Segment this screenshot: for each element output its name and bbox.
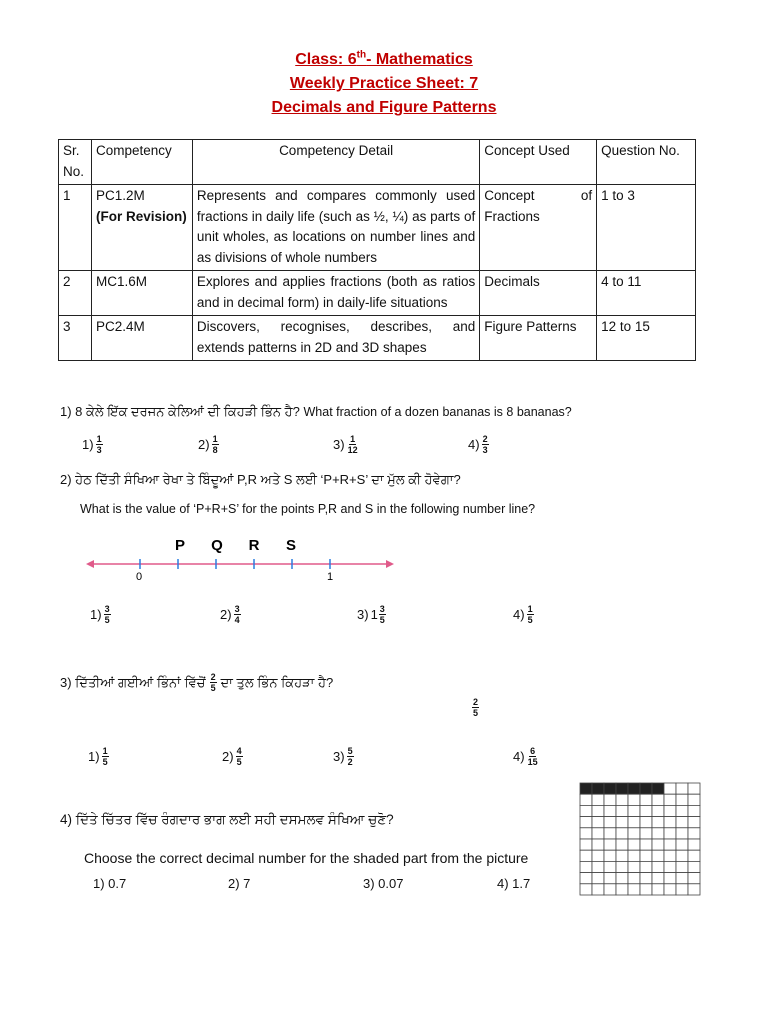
grid-cell-shaded xyxy=(592,783,604,794)
option-label: 1) xyxy=(88,749,100,764)
grid-cell xyxy=(688,794,700,805)
grid-cell xyxy=(664,861,676,872)
row-detail: Explores and applies fractions (both as ratios and in decimal form) in daily-life situations xyxy=(192,271,479,316)
grid-cell xyxy=(616,873,628,884)
grid-cell xyxy=(580,794,592,805)
grid-cell xyxy=(676,805,688,816)
grid-cell xyxy=(592,850,604,861)
row-detail: Represents and compares commonly used fractions in daily life (such as ½, ¼) as parts of unit wholes, as locations on number lines and as divisions of whole numbers xyxy=(192,185,479,271)
q1-option-1[interactable] xyxy=(82,434,103,455)
grid-cell xyxy=(592,861,604,872)
q1-option-4[interactable] xyxy=(468,434,489,455)
q2-punjabi: 2) ਹੇਠ ਦਿੱਤੀ ਸੰਖਿਆ ਰੇਖਾ ਤੇ ਬਿੰਦੂਆਂ P,R ਅਤੇ S ਲਈ ‘P+R+S’ ਦਾ ਮੁੱਲ ਕੀ ਹੋਵੇਗਾ? xyxy=(60,472,461,487)
q1-option-2[interactable] xyxy=(198,434,219,455)
grid-cell xyxy=(616,861,628,872)
grid-cell xyxy=(688,817,700,828)
mixed-fraction: 1 $\frac{3}{5}$ xyxy=(370,604,385,625)
table-row xyxy=(59,316,696,361)
grid-cell xyxy=(664,805,676,816)
point-label-s: S xyxy=(285,537,297,554)
grid-cell xyxy=(580,839,592,850)
grid-cell xyxy=(580,828,592,839)
q4-option-1[interactable]: 1) 0.7 xyxy=(93,876,127,891)
grid-cell xyxy=(688,805,700,816)
q1-text xyxy=(60,404,572,420)
grid-cell xyxy=(652,873,664,884)
grid-cell xyxy=(640,794,652,805)
grid-cell xyxy=(604,873,616,884)
row-competency xyxy=(91,185,192,271)
grid-cell xyxy=(628,884,640,895)
arrow-right-icon xyxy=(386,560,394,568)
grid-cell xyxy=(628,817,640,828)
row-questions: 1 to 3 xyxy=(597,185,696,271)
grid-cell xyxy=(688,850,700,861)
row-questions: 12 to 15 xyxy=(597,316,696,361)
grid-cell-shaded xyxy=(580,783,592,794)
label-zero: 0 xyxy=(135,571,143,583)
fraction: $\frac{1}{3}$ xyxy=(96,434,102,455)
grid-cell xyxy=(640,884,652,895)
grid-cell xyxy=(580,817,592,828)
row-concept: Concept of Fractions xyxy=(480,185,597,271)
grid-cell xyxy=(640,850,652,861)
q3-option-4[interactable] xyxy=(513,746,539,767)
point-label-r: R xyxy=(248,537,260,554)
point-label-q: Q xyxy=(211,537,223,554)
grid-cell xyxy=(640,873,652,884)
row-questions: 4 to 11 xyxy=(597,271,696,316)
q1-english: What fraction of a dozen bananas is 8 bananas? xyxy=(303,405,572,419)
option-label: 4) xyxy=(513,749,525,764)
grid-cell xyxy=(604,884,616,895)
fraction: $\frac{1}{5}$ xyxy=(527,604,533,625)
option-label: 4) xyxy=(513,607,525,622)
row-sr: 1 xyxy=(59,185,92,271)
table-header-row xyxy=(59,140,696,185)
q2-english: What is the value of ‘P+R+S’ for the points P,R and S in the following number line? xyxy=(80,502,536,516)
competency-code: PC1.2M xyxy=(95,188,145,203)
grid-cell-shaded xyxy=(652,783,664,794)
grid-cell xyxy=(676,850,688,861)
grid-cell xyxy=(592,873,604,884)
grid-cell xyxy=(676,839,688,850)
option-label: 4) xyxy=(468,437,480,452)
grid-cell xyxy=(580,884,592,895)
row-sr: 2 xyxy=(59,271,92,316)
grid-cell xyxy=(652,817,664,828)
q2-option-2[interactable] xyxy=(220,604,241,625)
grid-cell xyxy=(652,794,664,805)
grid-cell xyxy=(604,861,616,872)
grid-cell xyxy=(616,884,628,895)
grid-cell xyxy=(676,828,688,839)
row-concept: Decimals xyxy=(480,271,597,316)
header-competency-detail: Competency Detail xyxy=(192,140,479,185)
arrow-left-icon xyxy=(86,560,94,568)
grid-cell xyxy=(676,794,688,805)
number-line xyxy=(82,533,402,583)
grid-cell xyxy=(604,828,616,839)
q3-punjabi-pre: 3) ਦਿੱਤੀਆਂ ਗਈਆਂ ਭਿੰਨਾਂ ਵਿੱਚੋਂ xyxy=(60,674,206,690)
grid-cell xyxy=(628,828,640,839)
q3-side-fraction xyxy=(472,697,479,718)
grid-cell xyxy=(616,839,628,850)
grid-cell xyxy=(592,839,604,850)
grid-cell xyxy=(640,861,652,872)
grid-cell xyxy=(616,828,628,839)
q4-option-3[interactable]: 3) 0.07 xyxy=(363,876,404,891)
grid-cell xyxy=(628,805,640,816)
class-title: Class: 6th- Mathematics xyxy=(295,49,473,68)
grid-cell-shaded xyxy=(628,783,640,794)
option-label: 3) xyxy=(333,749,345,764)
grid-cell xyxy=(652,839,664,850)
grid-cell xyxy=(688,884,700,895)
option-label: 2) xyxy=(222,749,234,764)
fraction: $\frac{3}{5}$ xyxy=(104,604,110,625)
grid-cell xyxy=(628,794,640,805)
grid-cell xyxy=(676,884,688,895)
fraction: $\frac{2}{3}$ xyxy=(482,434,488,455)
option-label: 3) xyxy=(333,437,345,452)
sheet-title: Weekly Practice Sheet: 7 xyxy=(289,75,479,92)
fraction: $\frac{1}{5}$ xyxy=(102,746,108,767)
q2-option-1[interactable] xyxy=(90,604,111,625)
grid-cell xyxy=(580,850,592,861)
grid-cell xyxy=(664,839,676,850)
grid-cell xyxy=(688,861,700,872)
grid-cell xyxy=(676,873,688,884)
q3-fraction: $\frac{2}{5}$ xyxy=(210,672,216,693)
q2-option-3[interactable] xyxy=(357,604,386,625)
grid-cell-shaded xyxy=(640,783,652,794)
grid-cell xyxy=(592,805,604,816)
option-label: 1) xyxy=(82,437,94,452)
fraction: $\frac{4}{5}$ xyxy=(236,746,242,767)
grid-cell xyxy=(688,828,700,839)
grid-cell xyxy=(640,805,652,816)
q4-punjabi: 4) ਦਿੱਤੇ ਚਿੱਤਰ ਵਿੱਚ ਰੰਗਦਾਰ ਭਾਗ ਲਈ ਸਹੀ ਦਸਮਲਵ ਸੰਖਿਆ ਚੁਣੋ? xyxy=(60,812,394,827)
grid-cell xyxy=(652,861,664,872)
table-row xyxy=(59,271,696,316)
grid-cell xyxy=(664,783,676,794)
row-competency: MC1.6M xyxy=(91,271,192,316)
grid-cell xyxy=(592,817,604,828)
grid-cell xyxy=(676,817,688,828)
grid-cell xyxy=(604,839,616,850)
grid-cell xyxy=(628,861,640,872)
grid-cell xyxy=(652,850,664,861)
grid-cell xyxy=(580,805,592,816)
grid-cell-shaded xyxy=(616,783,628,794)
grid-cell xyxy=(676,783,688,794)
grid-cell xyxy=(628,873,640,884)
header-competency: Competency xyxy=(91,140,192,185)
grid-cell xyxy=(580,861,592,872)
grid-cell xyxy=(628,850,640,861)
grid-cell xyxy=(628,839,640,850)
grid-cell xyxy=(664,817,676,828)
grid-cell xyxy=(592,828,604,839)
q4-option-2[interactable]: 2) 7 xyxy=(228,876,251,891)
decimal-grid xyxy=(579,782,701,896)
grid-cell xyxy=(676,861,688,872)
grid-cell xyxy=(616,817,628,828)
q3-option-2[interactable] xyxy=(222,746,243,767)
row-sr: 3 xyxy=(59,316,92,361)
grid-cell xyxy=(652,805,664,816)
grid-cell xyxy=(640,828,652,839)
grid-cell xyxy=(580,873,592,884)
grid-cell xyxy=(664,850,676,861)
grid-cell xyxy=(616,805,628,816)
row-competency: PC2.4M xyxy=(91,316,192,361)
grid-cell xyxy=(664,828,676,839)
grid-cell xyxy=(664,794,676,805)
row-concept: Figure Patterns xyxy=(480,316,597,361)
grid-cell xyxy=(640,817,652,828)
competency-table xyxy=(58,139,696,361)
grid-cell-shaded xyxy=(604,783,616,794)
table-row xyxy=(59,185,696,271)
grid-cell xyxy=(688,783,700,794)
grid-cell xyxy=(640,839,652,850)
q2-option-4[interactable] xyxy=(513,604,534,625)
fraction: $\frac{3}{4}$ xyxy=(234,604,240,625)
topic-title: Decimals and Figure Patterns xyxy=(271,99,497,116)
fraction: $\frac{2}{5}$ xyxy=(473,697,479,718)
q4-english: Choose the correct decimal number for the shaded part from the picture xyxy=(84,850,529,866)
header-question-no: Question No. xyxy=(597,140,696,185)
grid-cell xyxy=(688,873,700,884)
grid-cell xyxy=(604,805,616,816)
fraction: $\frac{6}{15}$ xyxy=(527,746,538,767)
option-label: 3) xyxy=(357,607,369,622)
grid-cell xyxy=(664,873,676,884)
header-concept-used: Concept Used xyxy=(480,140,597,185)
row-detail: Discovers, recognises, describes, and extends patterns in 2D and 3D shapes xyxy=(192,316,479,361)
grid-cell xyxy=(604,850,616,861)
q3-option-1[interactable] xyxy=(88,746,109,767)
grid-cell xyxy=(604,817,616,828)
label-one: 1 xyxy=(326,571,334,583)
q3-option-3[interactable] xyxy=(333,746,354,767)
grid-cell xyxy=(664,884,676,895)
q4-option-4[interactable]: 4) 1.7 xyxy=(497,876,531,891)
option-label: 2) xyxy=(198,437,210,452)
header-sr-no: Sr. No. xyxy=(59,140,92,185)
grid-cell xyxy=(688,839,700,850)
option-label: 1) xyxy=(90,607,102,622)
grid-cell xyxy=(592,884,604,895)
fraction: $\frac{1}{12}$ xyxy=(347,434,358,455)
grid-cell xyxy=(652,884,664,895)
option-label: 2) xyxy=(220,607,232,622)
grid-cell xyxy=(652,828,664,839)
grid-cell xyxy=(592,794,604,805)
fraction: $\frac{5}{2}$ xyxy=(347,746,353,767)
q3-punjabi-post: ਦਾ ਤੁਲ ਭਿੰਨ ਕਿਹੜਾ ਹੈ? xyxy=(220,674,334,690)
q1-punjabi: 1) 8 ਕੇਲੇ ਇੱਕ ਦਰਜਨ ਕੇਲਿਆਂ ਦੀ ਕਿਹੜੀ ਭਿੰਨ ਹੈ? xyxy=(60,404,300,419)
competency-note: (For Revision) xyxy=(95,208,187,224)
point-label-p: P xyxy=(174,537,186,554)
q3-text xyxy=(60,672,333,693)
grid-cell xyxy=(616,794,628,805)
grid-cell xyxy=(604,794,616,805)
title-block xyxy=(0,48,768,120)
fraction: $\frac{1}{8}$ xyxy=(212,434,218,455)
q1-option-3[interactable] xyxy=(333,434,359,455)
grid-cell xyxy=(616,850,628,861)
